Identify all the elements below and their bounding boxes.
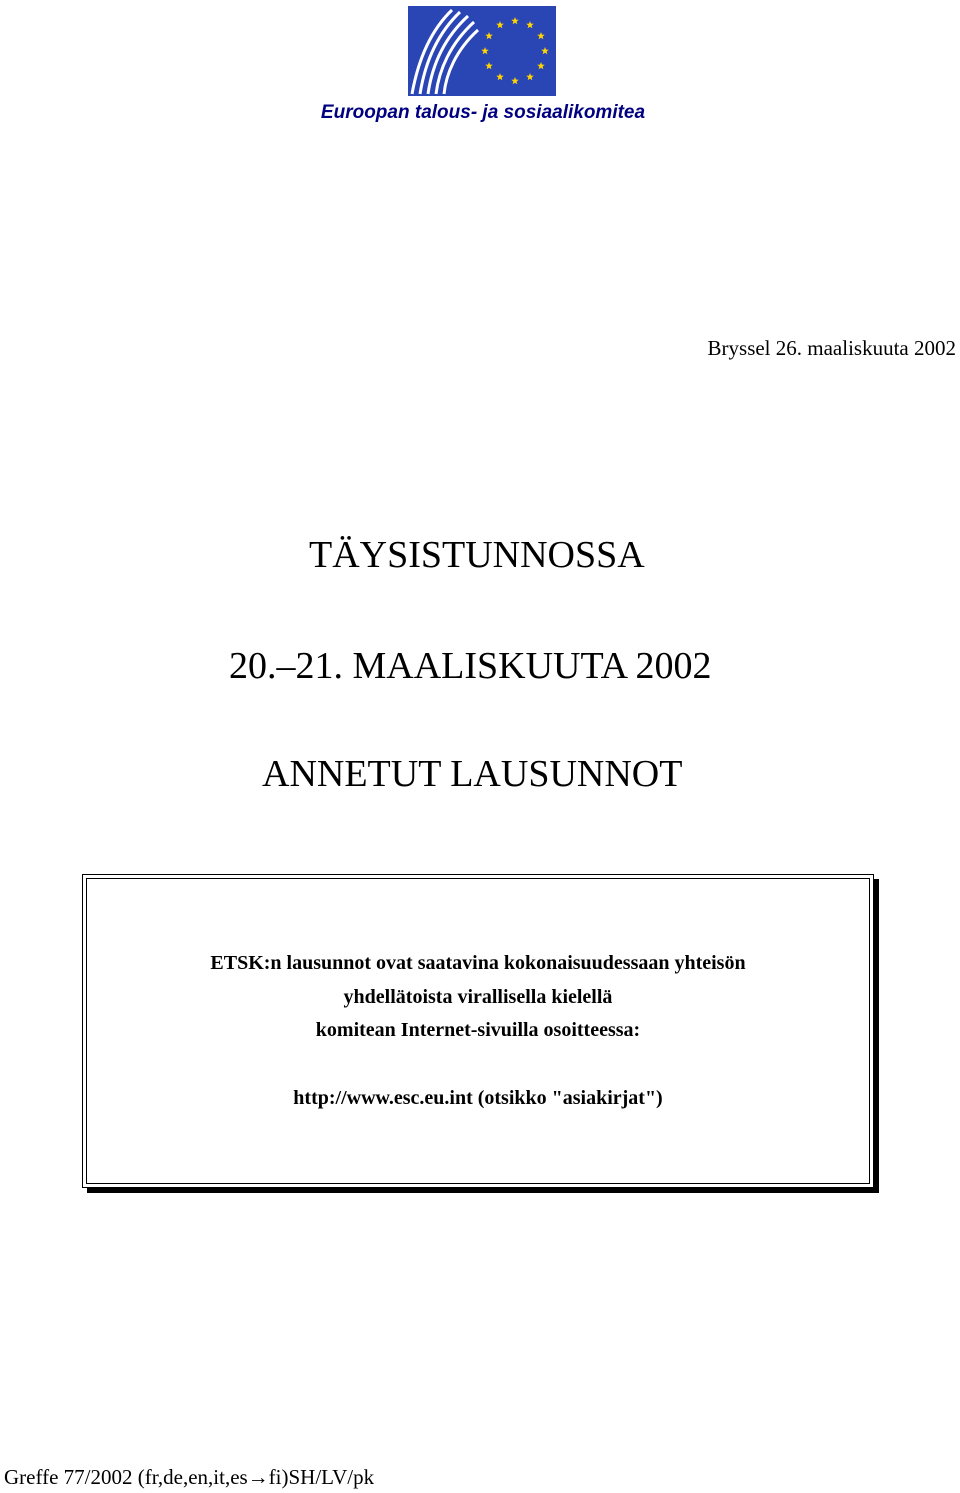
info-text-line-3: komitean Internet-sivuilla osoitteessa:: [315, 1019, 641, 1041]
date-line: Bryssel 26. maaliskuuta 2002: [707, 336, 956, 360]
organization-name: Euroopan talous- ja sosiaalikomitea: [320, 102, 646, 123]
opinions-heading: ANNETUT LAUSUNNOT: [262, 753, 683, 795]
info-text-line-2: yhdellätoista virallisella kielellä: [343, 986, 613, 1008]
session-dates: 20.–21. MAALISKUUTA 2002: [229, 645, 712, 687]
website-link[interactable]: http://www.esc.eu.int (otsikko "asiakirjat"): [293, 1087, 663, 1109]
session-title: TÄYSISTUNNOSSA: [309, 534, 645, 576]
footer-reference: Greffe 77/2002 (fr,de,en,it,es→fi)SH/LV/pk: [4, 1465, 375, 1489]
info-box: [82, 874, 874, 1188]
eesc-logo-icon: [408, 6, 556, 96]
info-text-line-1: ETSK:n lausunnot ovat saatavina kokonaisuudessaan yhteisön: [210, 952, 746, 974]
